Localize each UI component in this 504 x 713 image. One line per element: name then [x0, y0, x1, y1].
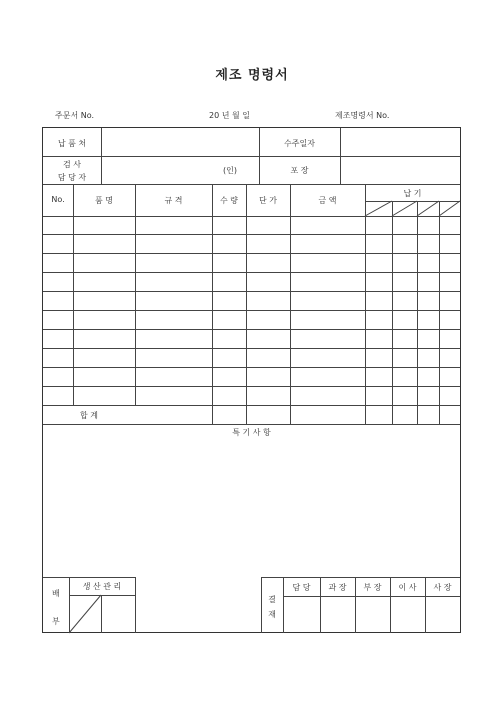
divider: [43, 184, 460, 185]
divider: [365, 184, 366, 424]
packaging-label: 포 장: [290, 166, 309, 175]
divider: [43, 405, 460, 406]
divider: [43, 234, 460, 235]
divider: [101, 595, 102, 633]
divider: [246, 184, 247, 424]
column-amount: 금 액: [318, 196, 337, 205]
divider: [135, 184, 136, 405]
distribution-label-2: 부: [52, 617, 60, 626]
delivery-date-diagonals: [365, 201, 460, 216]
approval-label-2: 재: [268, 610, 276, 619]
divider: [43, 291, 460, 292]
divider: [43, 156, 460, 157]
date-label: 20 년 월 일: [209, 111, 250, 120]
divider: [43, 329, 460, 330]
divider: [392, 201, 393, 424]
divider: [43, 253, 460, 254]
divider: [101, 128, 102, 184]
document-title: 제조 명령서: [215, 68, 289, 83]
approval-role-department-head: 부 장: [363, 583, 382, 592]
production-management-label: 생 산 관 리: [82, 582, 122, 591]
divider: [261, 577, 460, 578]
divider: [73, 184, 74, 405]
supplier-label: 납 품 처: [57, 139, 87, 148]
column-delivery-date: 납 기: [403, 189, 422, 198]
column-unit-price: 단 가: [259, 196, 277, 205]
approval-role-director: 이 사: [398, 583, 417, 592]
divider: [43, 367, 460, 368]
column-no: No.: [51, 195, 65, 204]
order-number-label: 주문서 No.: [55, 111, 95, 120]
column-item-name: 품 명: [95, 196, 113, 205]
approval-role-section-chief: 과 장: [328, 583, 347, 592]
divider: [135, 577, 136, 633]
distribution-label: 배: [52, 589, 60, 598]
inspector-label-2: 담 당 자: [57, 173, 87, 182]
divider: [212, 184, 213, 424]
approval-role-staff: 담 당: [292, 583, 311, 592]
approval-label: 결: [268, 595, 276, 604]
remarks-label: 특 기 사 항: [232, 428, 271, 437]
divider: [417, 201, 418, 424]
divider: [43, 272, 460, 273]
divider: [43, 386, 460, 387]
divider: [340, 128, 341, 184]
column-spec: 규 격: [164, 196, 183, 205]
divider: [290, 184, 291, 424]
production-diagonal: [69, 595, 101, 633]
inspector-label: 검 사: [63, 160, 81, 169]
order-date-label: 수주일자: [284, 139, 315, 148]
divider: [43, 577, 135, 578]
divider: [439, 201, 440, 424]
approval-role-president: 사 장: [433, 583, 452, 592]
column-quantity: 수 량: [220, 196, 238, 205]
divider: [43, 310, 460, 311]
divider: [43, 216, 460, 217]
order-form: [42, 127, 461, 633]
seal-label: (인): [223, 166, 237, 175]
divider: [283, 596, 460, 597]
divider: [261, 577, 262, 633]
mfg-order-number-label: 제조명령서 No.: [335, 111, 390, 120]
divider: [43, 348, 460, 349]
total-label: 합 계: [80, 411, 98, 420]
divider: [43, 424, 460, 425]
